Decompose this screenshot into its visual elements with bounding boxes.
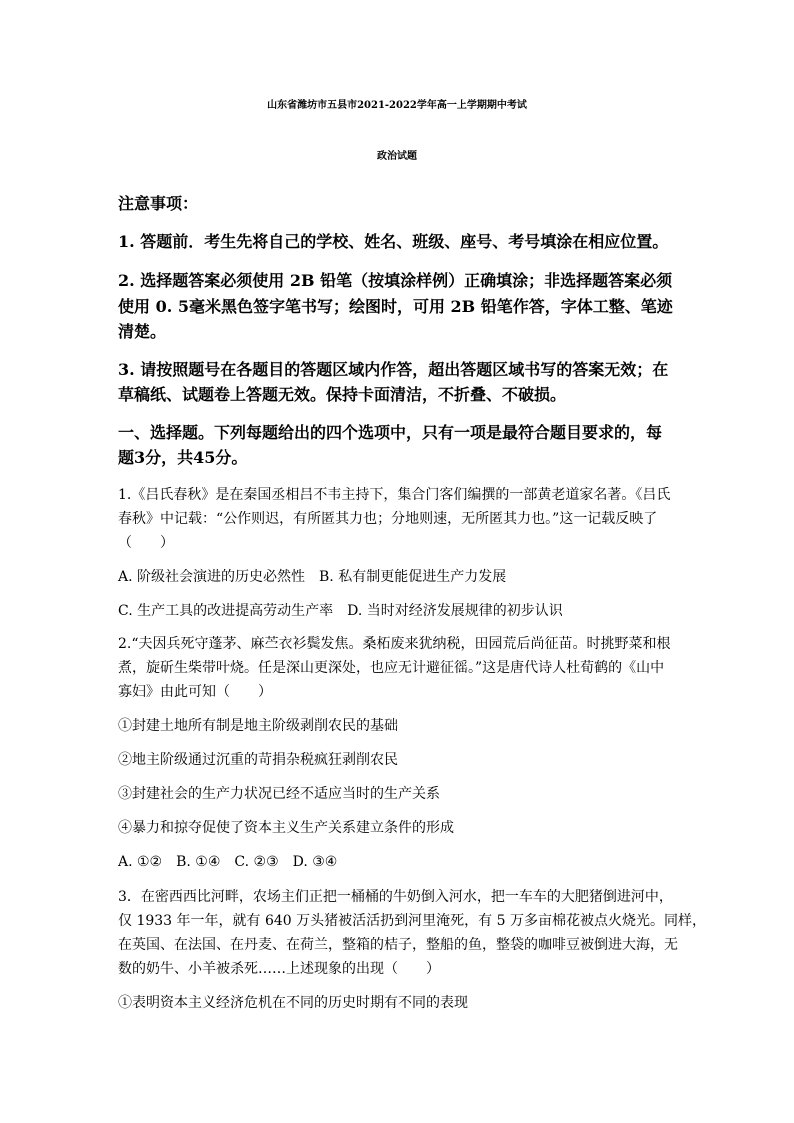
q1-options-cd: C. 生产工具的改进提高劳动生产率 D. 当时对经济发展规律的初步认识	[118, 603, 563, 619]
q2-options: A. ①② B. ①④ C. ②③ D. ③④	[118, 854, 338, 870]
q2-statement-2: ②地主阶级通过沉重的苛捐杂税疯狂剥削农民	[118, 752, 398, 768]
q3-statement-1: ①表明资本主义经济危机在不同的历史时期有不同的表现	[118, 995, 468, 1011]
q1-stem-line-1: 1.《吕氏春秋》是在秦国丞相吕不韦主持下，集合门客们编撰的一部黄老道家名著。《吕氏	[118, 487, 671, 503]
notice-item-3-line-2: 草稿纸、试题卷上答题无效。保持卡面清洁，不折叠、不破损。	[118, 385, 567, 404]
q1-options-ab: A. 阶级社会演进的历史必然性 B. 私有制更能促进生产力发展	[118, 569, 507, 585]
q1-stem-line-3: （ ）	[118, 535, 174, 551]
q2-statement-3: ③封建社会的生产力状况已经不适应当时的生产关系	[118, 786, 440, 802]
q2-stem-line-3: 寡妇》由此可知（ ）	[118, 684, 272, 700]
page-title: 山东省潍坊市五县市2021-2022学年高一上学期期中考试	[267, 100, 527, 111]
notice-heading: 注意事项：	[118, 194, 199, 213]
notice-item-1: 1. 答题前．考生先将自己的学校、姓名、班级、座号、考号填涂在相应位置。	[118, 232, 669, 251]
q2-statement-4: ④暴力和掠夺促使了资本主义生产关系建立条件的形成	[118, 820, 454, 836]
notice-item-2-line-3: 清楚。	[118, 322, 167, 341]
section-heading-line-1: 一、选择题。下列每题给出的四个选项中，只有一项是最符合题目要求的，每	[118, 423, 663, 442]
q3-stem-line-3: 在英国、在法国、在丹麦、在荷兰，整箱的桔子，整船的鱼，整袋的咖啡豆被倒进大海，无	[118, 937, 678, 953]
q2-stem-line-1: 2.“夫因兵死守蓬茅、麻苎衣衫鬓发焦。桑柘废来犹纳税，田园荒后尚征苗。时挑野菜和根	[118, 636, 671, 652]
q3-stem-line-2: 仅 1933 年一年，就有 640 万头猪被活活扔到河里淹死，有 5 万多亩棉花被点火烧光。同样，	[118, 913, 706, 929]
q1-stem-line-2: 春秋》中记载：“公作则迟，有所匿其力也；分地则速，无所匿其力也。”这一记载反映了	[118, 511, 658, 527]
page-subtitle: 政治试题	[377, 151, 417, 162]
q2-stem-line-2: 煮，旋斫生柴带叶烧。任是深山更深处，也应无计避征徭。”这是唐代诗人杜荀鹤的《山中	[118, 660, 665, 676]
section-heading-line-2: 题3分，共45分。	[118, 448, 248, 467]
notice-item-2-line-1: 2. 选择题答案必须使用 2B 铅笔（按填涂样例）正确填涂；非选择题答案必须	[118, 271, 673, 290]
notice-item-3-line-1: 3. 请按照题号在各题目的答题区域内作答，超出答题区域书写的答案无效；在	[118, 360, 669, 379]
q3-stem-line-4: 数的奶牛、小羊被杀死……上述现象的出现（ ）	[118, 961, 440, 977]
notice-item-2-line-2: 使用 0. 5毫米黑色签字笔书写；绘图时，可用 2B 铅笔作答，字体工整、笔迹	[118, 297, 673, 316]
q2-statement-1: ①封建土地所有制是地主阶级剥削农民的基础	[118, 718, 398, 734]
q3-stem-line-1: 3．在密西西比河畔，农场主们正把一桶桶的牛奶倒入河水，把一车车的大肥猪倒进河中，	[118, 889, 673, 905]
